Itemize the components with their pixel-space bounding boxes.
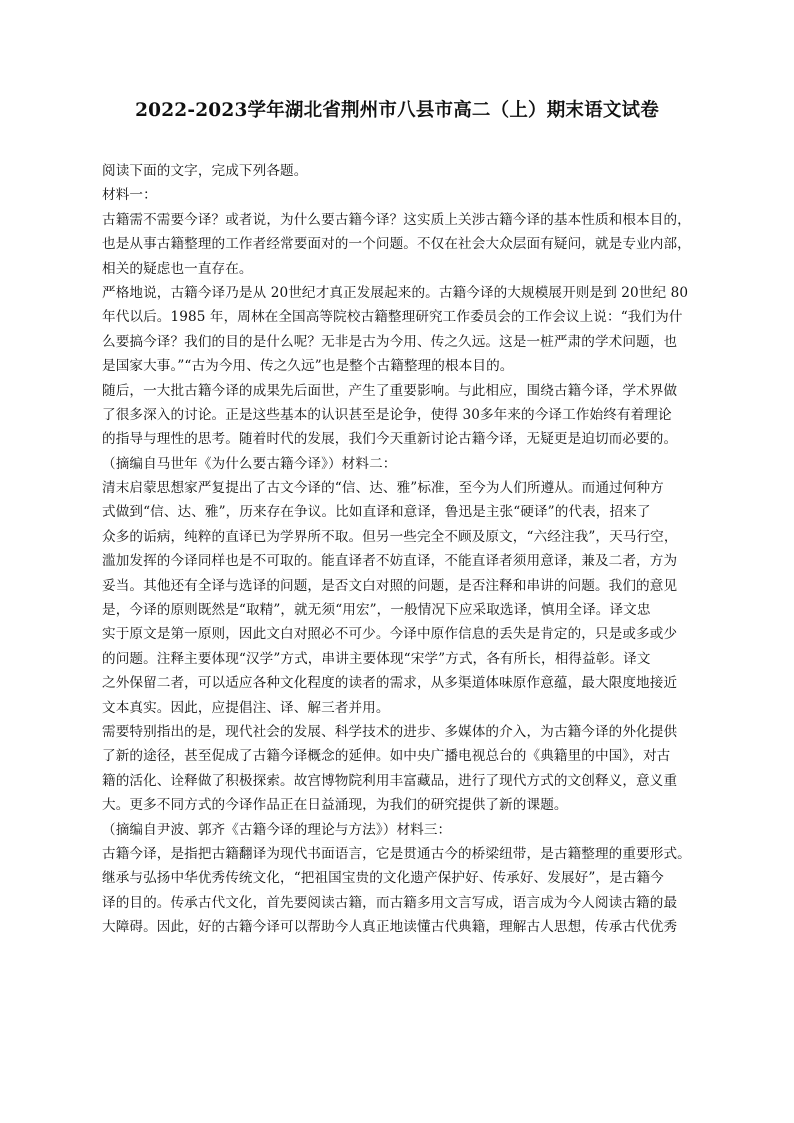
text-line: 阅读下面的文字，完成下列各题。 — [102, 163, 308, 179]
text-line: 译的目的。传承古代文化，首先要阅读古籍，而古籍多用文言写成，语言成为今人阅读古籍的最 — [102, 894, 678, 911]
document-body — [102, 159, 700, 940]
text-line: 古籍需不需要今译？或者说，为什么要古籍今译？这实质上关涉古籍今译的基本性质和根本目的， — [102, 211, 691, 228]
text-line: 妥当。其他还有全译与选译的问题，是否文白对照的问题，是否注释和串讲的问题。我们的意见 — [102, 577, 678, 594]
text-line: 的指导与理性的思考。随着时代的发展，我们今天重新讨论古籍今译，无疑更是迫切而必要的。 — [102, 431, 678, 448]
text-line: 是，今译的原则既然是“取精”，就无须“用宏”，一般情况下应采取选译，慎用全译。译文忠 — [102, 602, 651, 619]
text-line: 之外保留二者，可以适应各种文化程度的读者的需求，从多渠道体味原作意蕴，最大限度地接近 — [102, 675, 678, 692]
text-line: 大。更多不同方式的今译作品正在日益涌现，为我们的研究提供了新的课题。 — [102, 797, 568, 814]
text-line: 年代以后。1985 年，周林在全国高等院校古籍整理研究工作委员会的工作会议上说：“我们为什 — [102, 309, 683, 326]
text-line: 众多的诟病，纯粹的直译已为学界所不取。但另一些完全不顾及原文，“六经注我”，天马行空， — [102, 528, 678, 545]
text-line: 式做到“信、达、雅”，历来存在争议。比如直译和意译，鲁迅是主张“硬译”的代表，招来了 — [102, 504, 651, 521]
text-line: 随后，一大批古籍今译的成果先后面世，产生了重要影响。与此相应，围绕古籍今译，学术界做 — [102, 382, 678, 399]
text-line: 是国家大事。”“古为今用、传之久远”也是整个古籍整理的根本目的。 — [102, 358, 514, 375]
text-line: 材料一： — [102, 187, 157, 204]
text-line: 的问题。注释主要体现“汉学”方式，串讲主要体现“宋学”方式，各有所长，相得益彰。译文 — [102, 650, 651, 667]
text-line: 实于原文是第一原则，因此文白对照必不可少。今译中原作信息的丢失是肯定的，只是或多或少 — [102, 626, 678, 643]
text-line: 籍的活化、诠释做了积极探索。故宫博物院利用丰富藏品，进行了现代方式的文创释义，意义重 — [102, 772, 678, 789]
text-line: 大障碍。因此，好的古籍今译可以帮助今人真正地读懂古代典籍，理解古人思想，传承古代优秀 — [102, 919, 678, 936]
text-line: 么要搞今译？我们的目的是什么呢？无非是古为今用、传之久远。这是一桩严肃的学术问题，也 — [102, 333, 678, 350]
text-line: 了很多深入的讨论。正是这些基本的认识甚至是论争，使得 30多年来的今译工作始终有着理论 — [102, 406, 672, 423]
text-line: 滥加发挥的今译同样也是不可取的。能直译者不妨直译，不能直译者须用意译，兼及二者，方为 — [102, 553, 678, 570]
text-line: 清末启蒙思想家严复提出了古文今译的“信、达、雅”标准，至今为人们所遵从。而通过何种方 — [102, 480, 664, 497]
text-line: （摘编自马世年《为什么要古籍今译》）材料二： — [102, 455, 397, 472]
text-line: 需要特别指出的是，现代社会的发展、科学技术的进步、多媒体的介入，为古籍今译的外化提供 — [102, 723, 678, 740]
text-line: 了新的途径，甚至促成了古籍今译概念的延伸。如中央广播电视总台的《典籍里的中国》，对古 — [102, 748, 671, 765]
text-line: 继承与弘扬中华优秀传统文化，“把祖国宝贵的文化遗产保护好、传承好、发展好”，是古籍今 — [102, 870, 664, 887]
page-title: 2022-2023学年湖北省荆州市八县市高二（上）期末语文试卷 — [135, 100, 659, 121]
text-line: 文本真实。因此，应提倡注、译、解三者并用。 — [102, 699, 390, 716]
text-line: 相关的疑虑也一直存在。 — [102, 260, 253, 277]
text-line: （摘编自尹波、郭齐《古籍今译的理论与方法》）材料三： — [102, 821, 452, 838]
text-line: 也是从事古籍整理的工作者经常要面对的一个问题。不仅在社会大众层面有疑问，就是专业内部， — [102, 236, 691, 253]
text-line: 严格地说，古籍今译乃是从 20世纪才真正发展起来的。古籍今译的大规模展开则是到 20世纪 80 — [102, 284, 689, 301]
text-line: 古籍今译，是指把古籍翻译为现代书面语言，它是贯通古今的桥梁纽带，是古籍整理的重要形式。 — [102, 845, 691, 862]
